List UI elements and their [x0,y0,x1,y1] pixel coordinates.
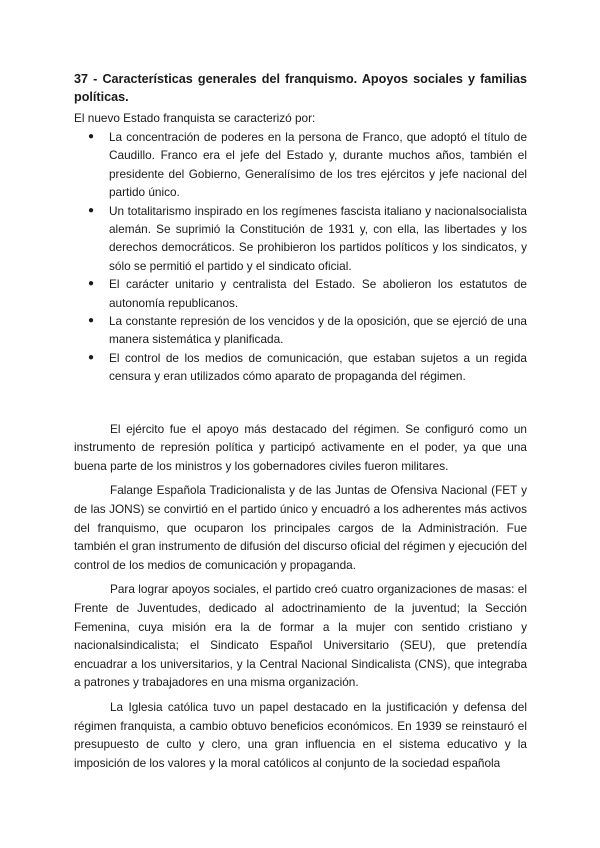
paragraph-falange: Falange Española Tradicionalista y de las Juntas de Ofensiva Nacional (FET y de las JONS) se convirtió en el partido único y encuadró a los adherentes más activos del franquismo, que ocuparon los principales cargos de la Administración. Fue también el gran instrumento de difusión del discurso oficial del régimen y ejecución del control de los medios de comunicación y propaganda. [74,483,527,572]
list-item [74,128,527,202]
list-item [74,202,527,276]
list-item-text: La constante represión de los vencidos y de la oposición, que se ejerció de una manera sistemática y planificada. [109,314,527,347]
features-list [74,128,527,386]
bullet-icon: ● [88,315,95,327]
list-item [74,312,527,349]
intro-text: El nuevo Estado franquista se caracterizó por: [74,111,316,125]
document-page [74,70,527,778]
bullet-icon: ● [88,204,95,216]
list-item-text: Un totalitarismo inspirado en los regímenes fascista italiano y nacionalsocialista alemán. Se suprimió la Constitución de 1931 y, con ella, las libertades y los derechos democráticos. Se prohibieron los partidos políticos y los sindicatos, y sólo se permitió el partido y el sindicato oficial. [109,203,527,273]
bullet-icon: ● [88,131,95,142]
document-heading: 37 - Características generales del franquismo. Apoyos sociales y familias políticas. [74,72,527,104]
paragraph-mass-organizations: Para lograr apoyos sociales, el partido creó cuatro organizaciones de masas: el Frente de Juventudes, dedicado al adoctrinamiento de la juventud; la Sección Femenina, cuya misión era la de formar a la mujer con sentido cristiano y nacionalsindicalista; el Sindicato Español Universitario (SEU), que pretendía encuadrar a los universitarios, y la Central Nacional Sindicalista (CNS), que integraba a patrones y trabajadores en una misma organización. [74,582,527,690]
list-item-text: El carácter unitario y centralista del Estado. Se abolieron los estatutos de autonomía republicanos. [109,277,527,310]
bullet-icon: ● [88,278,95,290]
list-item [74,275,527,312]
bullet-icon: ● [88,351,95,363]
paragraph-army: El ejército fue el apoyo más destacado del régimen. Se configuró como un instrumento de represión política y participó activamente en el poder, ya que una buena parte de los ministros y los gobernadores civiles fueron militares. [74,421,527,473]
paragraph-church: La Iglesia católica tuvo un papel destacado en la justificación y defensa del régimen franquista, a cambio obtuvo beneficios económicos. En 1939 se reinstauró el presupuesto de culto y clero, una gran influencia en el sistema educativo y la imposición de los valores y la moral católicos al conjunto de la sociedad española [74,700,527,770]
list-item-text: La concentración de poderes en la persona de Franco, que adoptó el título de Caudillo. Franco era el jefe del Estado y, durante muchos años, también el presidente del Gobierno, Generalísimo de los tres ejércitos y jefe nacional del partido único. [109,130,527,200]
list-item-text: El control de los medios de comunicación, que estaban sujetos a un regida censura y eran utilizados cómo aparato de propaganda del régimen. [109,350,527,384]
list-item [74,349,527,386]
